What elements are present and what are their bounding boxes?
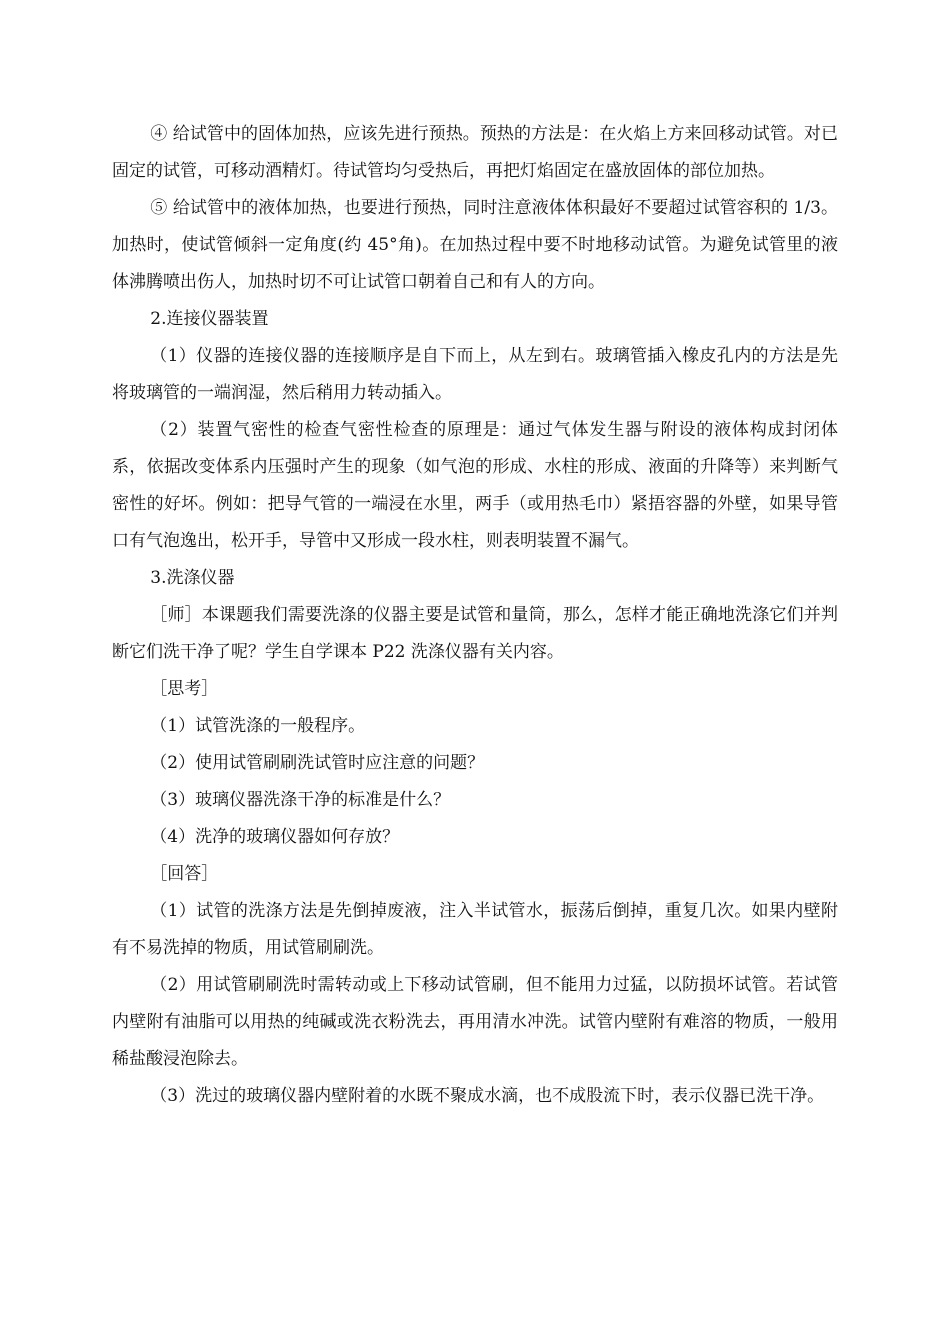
section-heading-connect-apparatus: 2.连接仪器装置 <box>150 309 269 329</box>
paragraph-airtightness-check: （2）装置气密性的检查气密性检查的原理是：通过气体发生器与附设的液体构成封闭体系，依据改变体系内压强时产生的现象（如气泡的形成、水柱的形成、液面的升降等）来判断气密性的好坏。例如：把导气管的一端浸在水里，两手（或用热毛巾）紧捂容器的外壁，如果导管口有气泡逸出，松开手，导管中又形成一段水柱，则表明装置不漏气。 <box>112 420 838 551</box>
document-page <box>112 116 838 1115</box>
paragraph-heating-liquid: ⑤ 给试管中的液体加热，也要进行预热，同时注意液体体积最好不要超过试管容积的 1/3。加热时，使试管倾斜一定角度(约 45°角)。在加热过程中要不时地移动试管。为避免试管里的液体沸腾喷出伤人，加热时切不可让试管口朝着自己和有人的方向。 <box>112 198 838 292</box>
answer-item-3: （3）洗过的玻璃仪器内壁附着的水既不聚成水滴，也不成股流下时，表示仪器已洗干净。 <box>150 1086 825 1106</box>
label-think: ［思考］ <box>150 679 219 699</box>
paragraph-teacher-intro: ［师］本课题我们需要洗涤的仪器主要是试管和量筒，那么，怎样才能正确地洗涤它们并判断它们洗干净了呢？学生自学课本 P22 洗涤仪器有关内容。 <box>112 605 838 662</box>
section-heading-wash-apparatus: 3.洗涤仪器 <box>150 568 235 588</box>
label-answer: ［回答］ <box>150 864 219 884</box>
question-item-1: （1）试管洗涤的一般程序。 <box>150 716 366 736</box>
question-item-2: （2）使用试管刷刷洗试管时应注意的问题？ <box>150 753 485 773</box>
paragraph-heating-solid: ④ 给试管中的固体加热，应该先进行预热。预热的方法是：在火焰上方来回移动试管。对已固定的试管，可移动酒精灯。待试管均匀受热后，再把灯焰固定在盛放固体的部位加热。 <box>112 124 838 181</box>
paragraph-connection-order: （1）仪器的连接仪器的连接顺序是自下而上，从左到右。玻璃管插入橡皮孔内的方法是先将玻璃管的一端润湿，然后稍用力转动插入。 <box>112 346 838 403</box>
answer-item-1: （1）试管的洗涤方法是先倒掉废液，注入半试管水，振荡后倒掉，重复几次。如果内壁附有不易洗掉的物质，用试管刷刷洗。 <box>112 901 838 958</box>
question-item-3: （3）玻璃仪器洗涤干净的标准是什么？ <box>150 790 451 810</box>
answer-item-2: （2）用试管刷刷洗时需转动或上下移动试管刷，但不能用力过猛，以防损坏试管。若试管内壁附有油脂可以用热的纯碱或洗衣粉洗去，再用清水冲洗。试管内壁附有难溶的物质，一般用稀盐酸浸泡除去。 <box>112 975 838 1069</box>
question-item-4: （4）洗净的玻璃仪器如何存放？ <box>150 827 400 847</box>
